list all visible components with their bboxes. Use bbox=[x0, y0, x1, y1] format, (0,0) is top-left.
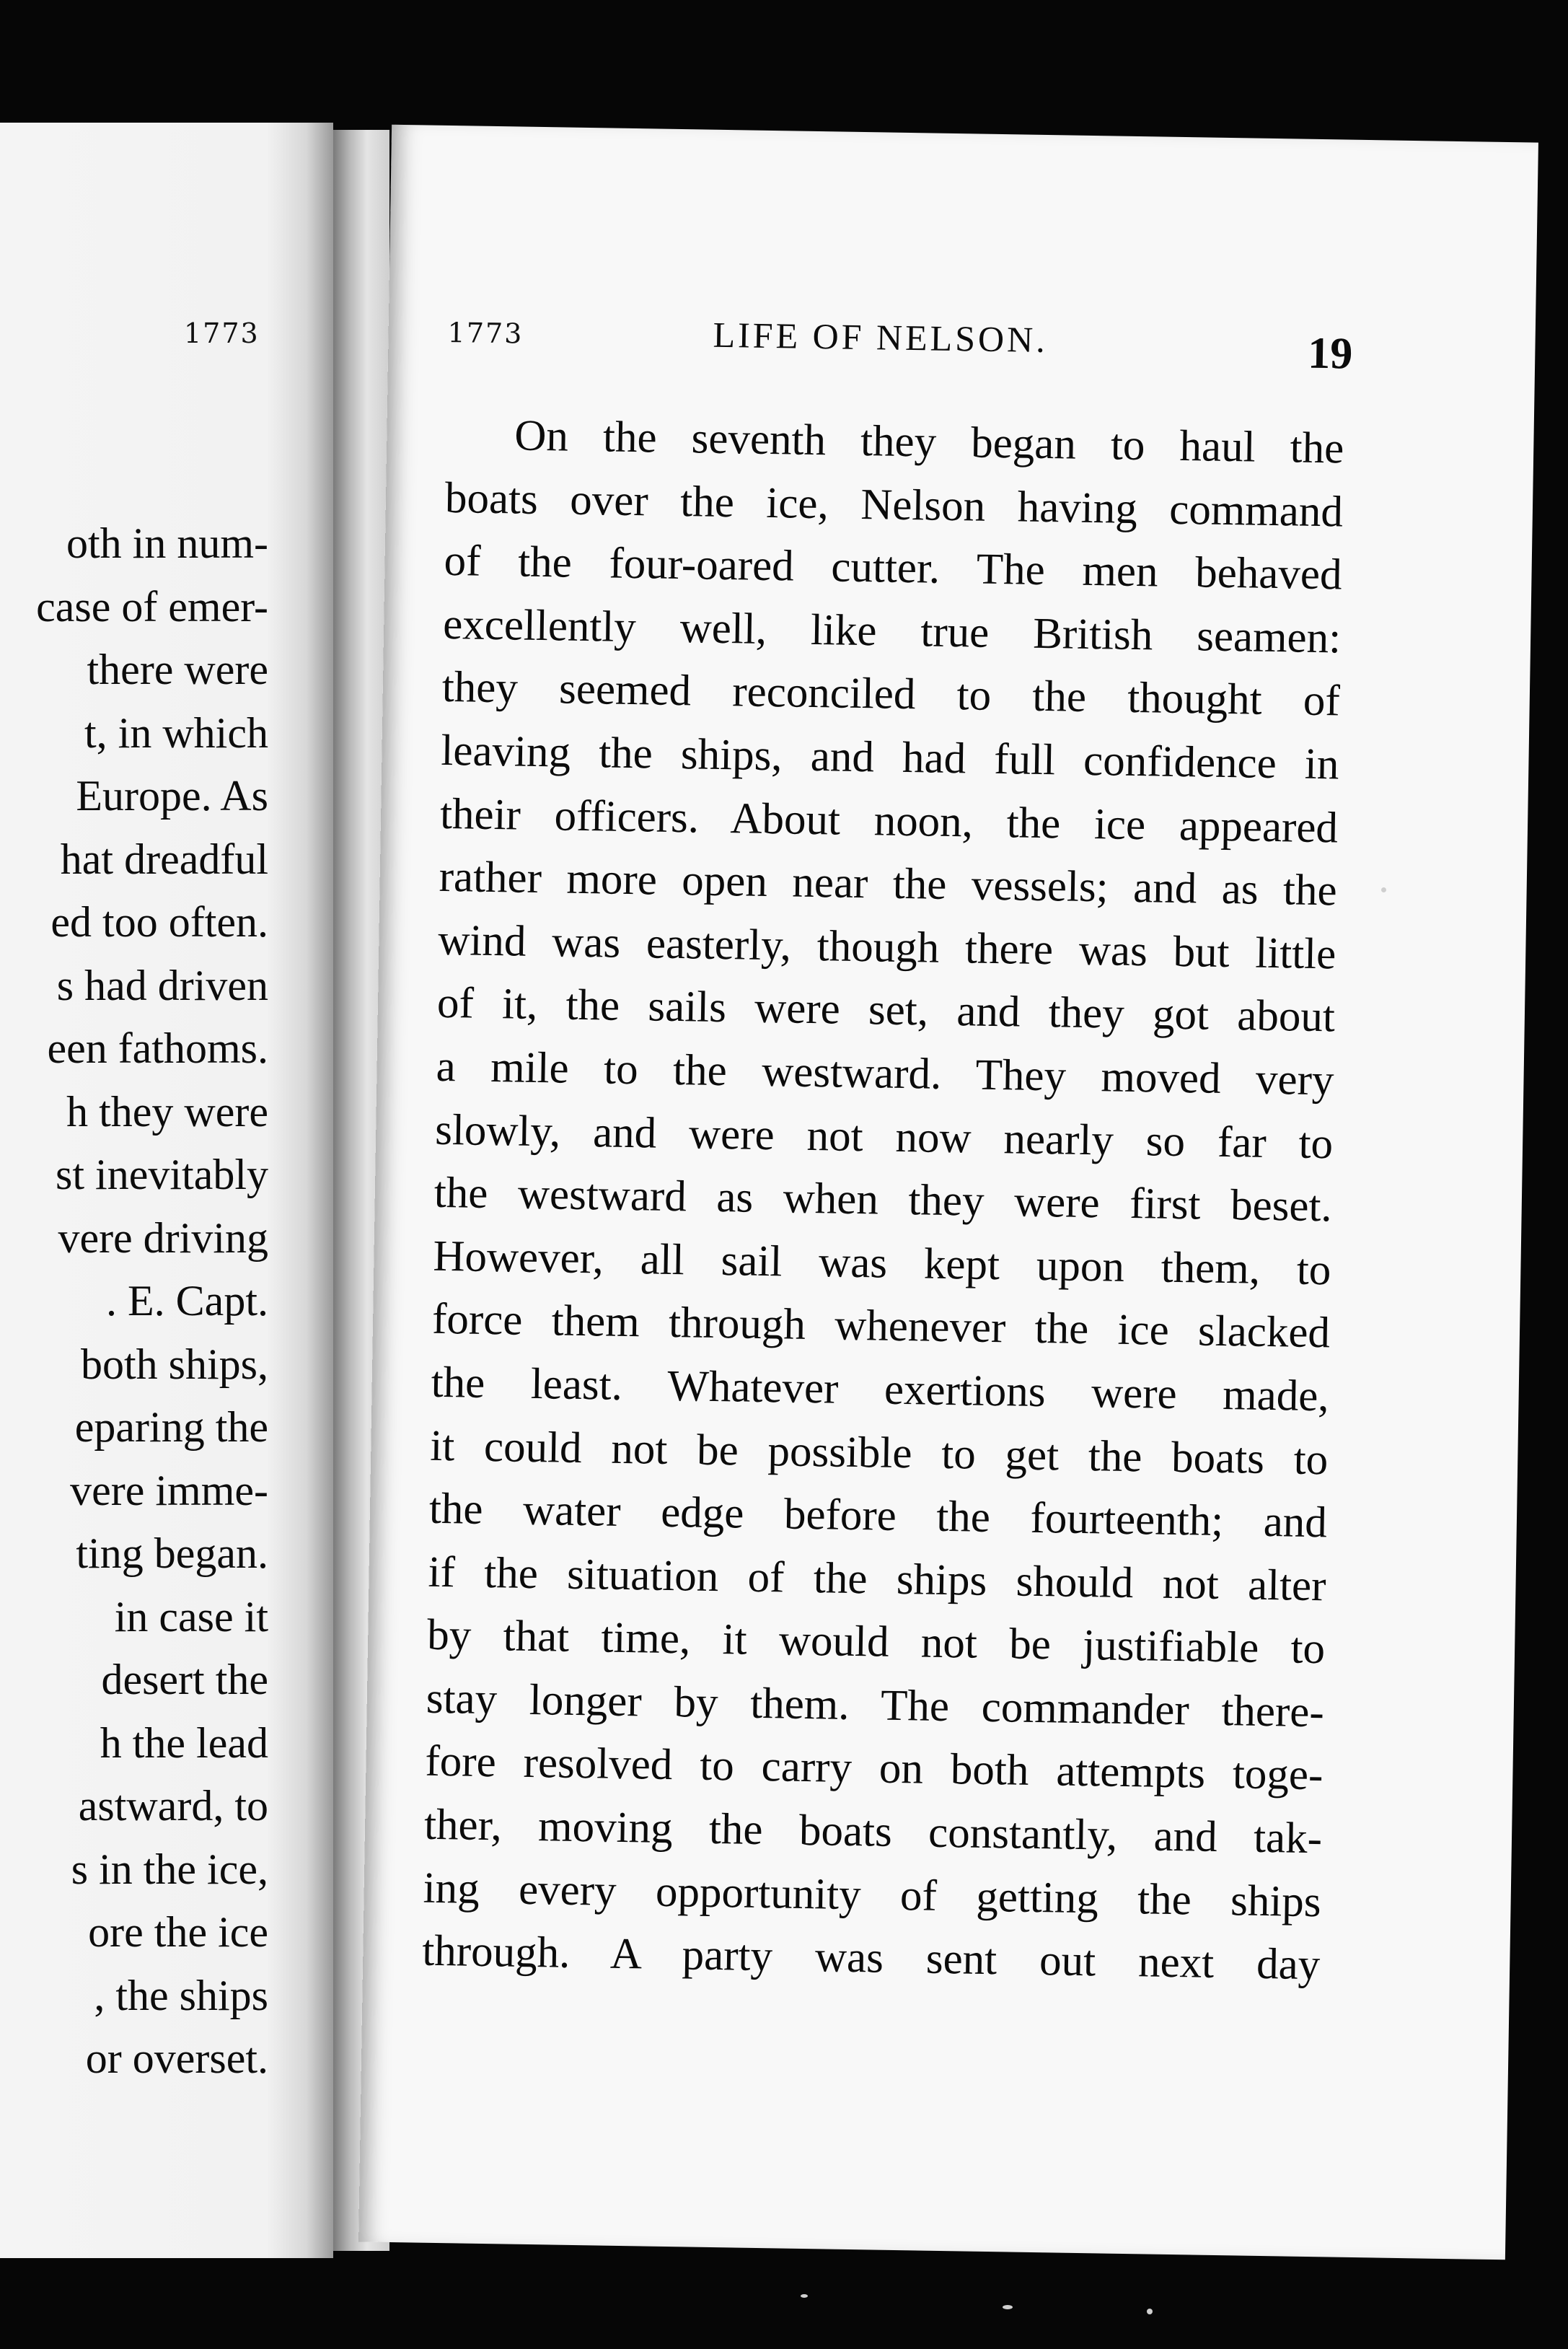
text-line: their officers. About noon, the ice appeared bbox=[439, 789, 1339, 852]
left-text-line: oth in num- bbox=[66, 519, 268, 567]
text-line: fore resolved to carry on both attempts toge- bbox=[424, 1737, 1323, 1800]
right-page bbox=[358, 125, 1538, 2260]
left-text-line: ore the ice bbox=[88, 1908, 268, 1956]
running-head bbox=[447, 309, 1341, 381]
text-line: On the seventh they began to haul the bbox=[514, 411, 1344, 473]
left-text-line: in case it bbox=[114, 1592, 268, 1641]
left-text-line: Europe. As bbox=[76, 772, 268, 820]
left-text-line: both ships, bbox=[80, 1340, 268, 1388]
text-line: it could not be possible to get the boats to bbox=[429, 1421, 1329, 1484]
right-page-header-year: 1773 bbox=[447, 316, 524, 350]
left-page-header-year: 1773 bbox=[184, 317, 260, 349]
text-line: by that time, it would not be justifiable to bbox=[426, 1611, 1326, 1674]
text-line: ing every opportunity of getting the ships bbox=[423, 1863, 1322, 1926]
left-text-line: hat dreadful bbox=[60, 835, 268, 883]
left-text-line: ed too often. bbox=[50, 898, 268, 946]
text-line: the westward as when they were first beset. bbox=[433, 1168, 1333, 1231]
left-text-line: t, in which bbox=[84, 708, 268, 757]
text-line: of it, the sails were set, and they got about bbox=[436, 979, 1336, 1042]
left-text-line: ting began. bbox=[76, 1529, 268, 1577]
left-text-line: . E. Capt. bbox=[106, 1277, 268, 1325]
text-line: rather more open near the vessels; and as the bbox=[439, 853, 1338, 916]
text-line: they seemed reconciled to the thought of bbox=[441, 663, 1341, 726]
left-text-line: desert the bbox=[101, 1656, 268, 1703]
text-line: boats over the ice, Nelson having command bbox=[444, 473, 1344, 537]
text-line: of the four-oared cutter. The men behaved bbox=[444, 537, 1343, 600]
text-line: stay longer by them. The commander there- bbox=[426, 1674, 1325, 1737]
left-text-line: st inevitably bbox=[56, 1151, 268, 1198]
left-text-line: case of emer- bbox=[36, 582, 268, 631]
text-line: the water edge before the fourteenth; and bbox=[428, 1484, 1328, 1547]
left-text-line: s in the ice, bbox=[71, 1845, 268, 1893]
left-text-line: there were bbox=[87, 646, 268, 693]
left-page-text bbox=[0, 512, 268, 2091]
text-line: if the situation of the ships should not alter bbox=[428, 1547, 1327, 1610]
page-number: 19 bbox=[1307, 328, 1353, 379]
text-line: the least. Whatever exertions were made, bbox=[431, 1358, 1330, 1421]
left-text-line: eparing the bbox=[74, 1403, 268, 1451]
left-text-line: astward, to bbox=[78, 1782, 268, 1830]
dust-speck bbox=[1147, 2309, 1153, 2314]
left-text-line: een fathoms. bbox=[47, 1024, 268, 1072]
left-text-line: or overset. bbox=[85, 2034, 268, 2082]
left-text-line: h they were bbox=[66, 1087, 268, 1136]
left-text-line: vere driving bbox=[58, 1213, 268, 1262]
left-page bbox=[0, 123, 333, 2258]
left-text-line: h the lead bbox=[100, 1718, 268, 1767]
dust-speck bbox=[801, 2294, 808, 2298]
left-text-line: , the ships bbox=[94, 1971, 268, 2019]
text-line: leaving the ships, and had full confidence in bbox=[441, 726, 1339, 789]
body-text bbox=[422, 403, 1344, 1997]
text-line: force them through whenever the ice slacked bbox=[431, 1295, 1331, 1358]
text-line: a mile to the westward. They moved very bbox=[436, 1042, 1335, 1105]
text-line: through. A party was sent out next day bbox=[421, 1926, 1321, 1990]
left-text-line: vere imme- bbox=[70, 1466, 268, 1514]
dust-speck bbox=[1381, 887, 1386, 892]
text-line: slowly, and were not now nearly so far to bbox=[434, 1105, 1334, 1168]
running-title: LIFE OF NELSON. bbox=[713, 314, 1049, 361]
text-line: wind was easterly, though there was but little bbox=[437, 916, 1336, 979]
text-line: However, all sail was kept upon them, to bbox=[432, 1231, 1331, 1295]
left-text-line: s had driven bbox=[56, 961, 268, 1009]
text-line: excellently well, like true British seamen: bbox=[442, 600, 1342, 663]
text-line: ther, moving the boats constantly, and tak- bbox=[423, 1800, 1323, 1863]
dust-speck bbox=[1003, 2305, 1013, 2309]
